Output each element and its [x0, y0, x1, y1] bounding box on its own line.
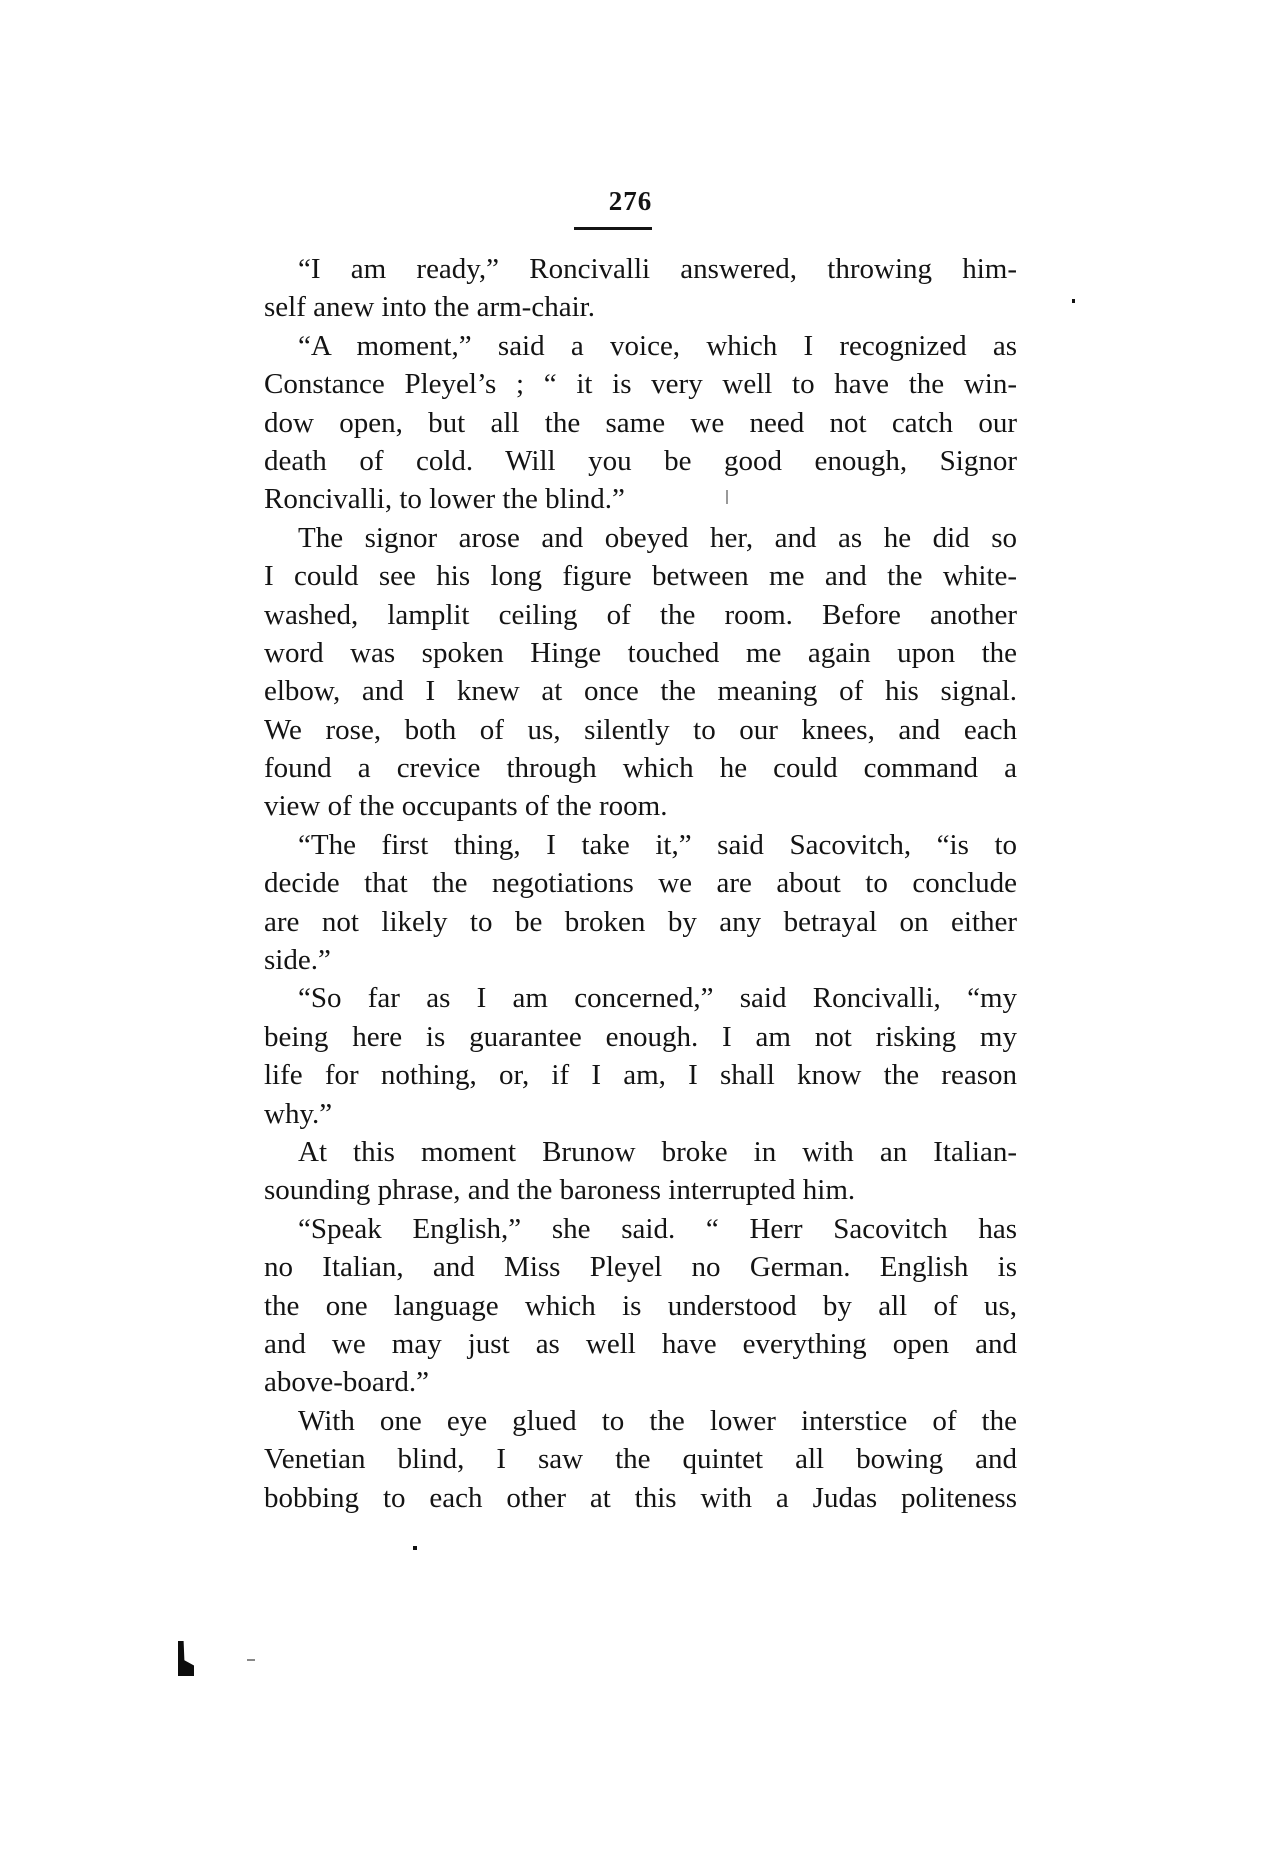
text-line: washed, lamplit ceiling of the room. Before another [264, 598, 1017, 631]
text-line: “A moment,” said a voice, which I recognized as [298, 329, 1017, 362]
text-line: bobbing to each other at this with a Judas politeness [264, 1481, 1017, 1514]
text-line: found a crevice through which he could command a [264, 752, 1017, 785]
text-line: The signor arose and obeyed her, and as he did so [298, 521, 1017, 554]
text-line: sounding phrase, and the baroness interrupted him. [264, 1174, 856, 1207]
text-line: dow open, but all the same we need not catch our [264, 406, 1017, 439]
text-line: We rose, both of us, silently to our knees, and each [264, 713, 1017, 746]
text-line: decide that the negotiations we are about to conclude [264, 867, 1017, 900]
text-line: no Italian, and Miss Pleyel no German. English is [264, 1251, 1017, 1284]
text-line: “The first thing, I take it,” said Sacovitch, “is to [298, 828, 1017, 861]
ink-speck [413, 1546, 417, 1550]
text-line: side.” [264, 944, 331, 977]
ink-speck [726, 490, 728, 504]
text-line: are not likely to be broken by any betrayal on either [264, 905, 1017, 938]
text-line: Venetian blind, I saw the quintet all bowing and [264, 1443, 1017, 1476]
body-text [264, 250, 1017, 1517]
text-line: why.” [264, 1097, 333, 1130]
text-line: word was spoken Hinge touched me again upon the [264, 636, 1017, 669]
text-line: above-board.” [264, 1366, 430, 1399]
text-line: With one eye glued to the lower interstice of the [298, 1404, 1017, 1437]
text-line: I could see his long figure between me and the white- [264, 560, 1017, 593]
text-line: Constance Pleyel’s ; “ it is very well to have the win- [264, 368, 1017, 401]
text-line: the one language which is understood by all of us, [264, 1289, 1017, 1322]
page-corner-mark [178, 1641, 194, 1676]
text-line: Roncivalli, to lower the blind.” [264, 483, 625, 516]
ink-speck [247, 1659, 255, 1661]
text-line: self anew into the arm-chair. [264, 291, 595, 324]
text-line: death of cold. Will you be good enough, Signor [264, 444, 1017, 477]
text-line: view of the occupants of the room. [264, 790, 668, 823]
page-number-rule [574, 227, 652, 230]
text-line: “So far as I am concerned,” said Roncivalli, “my [298, 982, 1017, 1015]
text-line: elbow, and I knew at once the meaning of his signal. [264, 675, 1017, 708]
text-line: life for nothing, or, if I am, I shall know the reason [264, 1059, 1017, 1092]
text-line: At this moment Brunow broke in with an Italian- [298, 1135, 1017, 1168]
text-line: “Speak English,” she said. “ Herr Sacovitch has [298, 1212, 1017, 1245]
text-line: “I am ready,” Roncivalli answered, throwing him- [298, 253, 1017, 285]
text-line: being here is guarantee enough. I am not risking my [264, 1020, 1017, 1053]
page-number: 276 [608, 186, 653, 216]
text-line: and we may just as well have everything open and [264, 1327, 1017, 1360]
ink-speck [1072, 299, 1075, 303]
